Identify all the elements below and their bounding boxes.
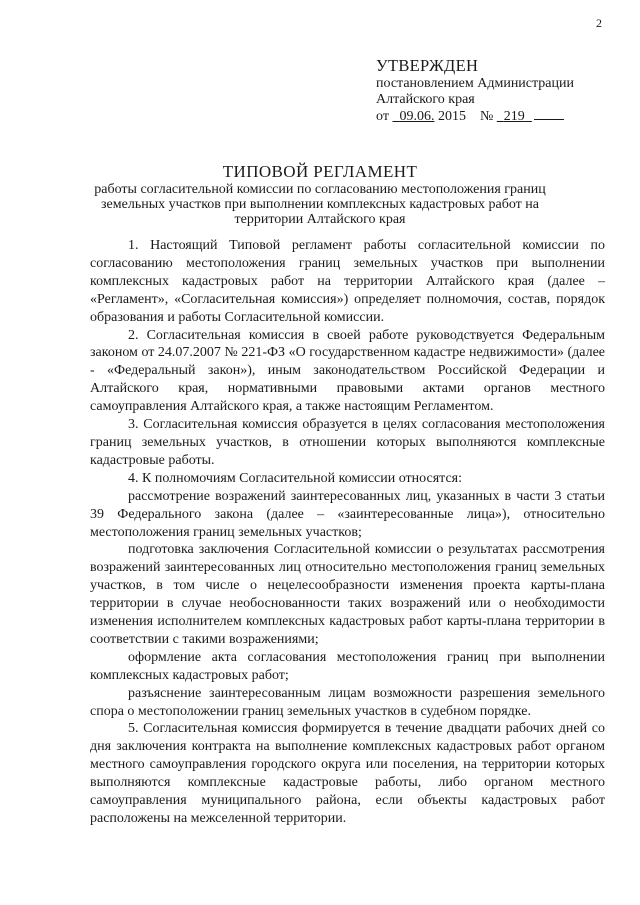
approval-line-1: постановлением Администрации xyxy=(376,76,574,91)
paragraph: 4. К полномочиям Согласительной комиссии относятся: xyxy=(128,470,462,486)
page-number: 2 xyxy=(596,16,602,30)
document-subtitle: работы согласительной комиссии по согласованию местоположения границ земельных участков при выполнении комплексных кадастровых работ на территории Алтайского края xyxy=(94,182,546,227)
approval-heading: УТВЕРЖДЕН xyxy=(376,56,479,75)
number-prefix: № xyxy=(479,109,494,124)
date-value: 09.06. xyxy=(399,109,435,124)
paragraph: разъяснение заинтересованным лицам возможности разрешения земельного спора о местоположении границ земельных участков в судебном порядке. xyxy=(90,685,605,719)
number-value: 219 xyxy=(503,109,525,124)
approval-stamp xyxy=(376,56,626,125)
document-body xyxy=(90,237,605,828)
paragraph: оформление акта согласования местоположения границ при выполнении комплексных кадастровых работ; xyxy=(90,649,605,683)
date-prefix: от xyxy=(376,109,389,124)
paragraph: 1. Настоящий Типовой регламент работы согласительной комиссии по согласованию местоположения границ земельных участков при выполнении комплексных кадастровых работ на территории Алтайского края (далее – «Регламент», «Согласительная комиссия») определяет полномочия, состав, порядок образования и работы Согласительной комиссии. xyxy=(90,238,605,325)
paragraph: 3. Согласительная комиссия образуется в целях согласования местоположения границ земельных участков, в отношении которых выполняются комплексные кадастровые работы. xyxy=(90,417,605,468)
paragraph: 2. Согласительная комиссия в своей работе руководствуется Федеральным законом от 24.07.2007 № 221-ФЗ «О государственном кадастре недвижимости» (далее - «Федеральный закон»), иным законодательством Российской Федерации и Алтайского края, нормативными правовыми актами органов местного самоуправления Алтайского края, а также настоящим Регламентом. xyxy=(90,327,605,415)
document-title: ТИПОВОЙ РЕГЛАМЕНТ xyxy=(222,162,418,181)
approval-line-2: Алтайского края xyxy=(376,92,475,107)
number-underline xyxy=(534,108,564,120)
paragraph: подготовка заключения Согласительной комиссии о результатах рассмотрения возражений заинтересованных лиц относительно местоположения границ земельных участков, в том числе о нецелесообразности изменения проекта карты-плана территории в случае необоснованности таких возражений или о необходимости изменения исполнителем комплексных кадастровых работ карты-плана территории в соответствии с такими возражениями; xyxy=(90,542,605,647)
paragraph: 5. Согласительная комиссия формируется в течение двадцати рабочих дней со дня заключения контракта на выполнение комплексных кадастровых работ органом местного самоуправления городского округа или поселения, на территории которых выполняются комплексные кадастровые работы, либо органом местного самоуправления муниципального района, если объекты кадастровых работ расположены на межселенной территории. xyxy=(90,721,605,826)
approval-date-line xyxy=(376,108,626,125)
date-year: 2015 xyxy=(437,109,466,124)
paragraph: рассмотрение возражений заинтересованных лиц, указанных в части 3 статьи 39 Федерального закона (далее – «заинтересованные лица»), относительно местоположения границ земельных участков; xyxy=(90,488,605,540)
document-title-block xyxy=(90,162,550,227)
